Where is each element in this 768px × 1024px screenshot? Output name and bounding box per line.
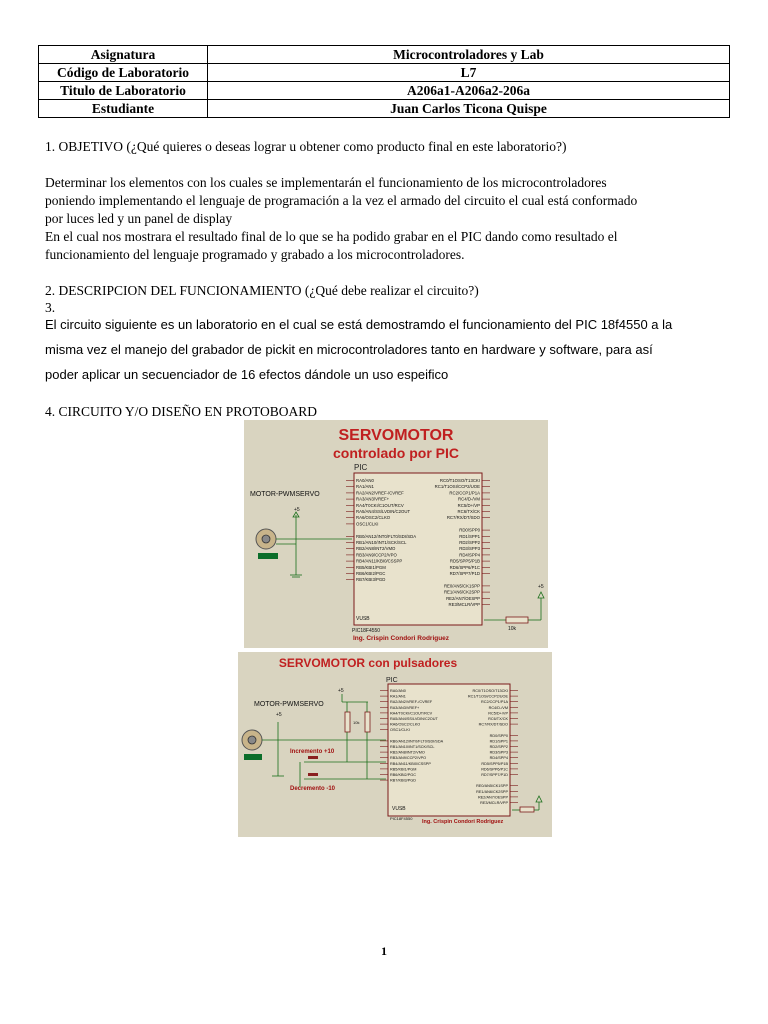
chip-pin-label: RD0/SPP0 bbox=[459, 527, 480, 533]
chip-pin-label: RA4/T0CKI/C1OUT/RCV bbox=[356, 502, 404, 508]
chip-pin-label: RE0/AN5/CK1SPP bbox=[443, 583, 480, 589]
chip-pin-label: RC2/CCP1/P1A bbox=[480, 700, 508, 705]
author-credit: Ing. Crispin Condori Rodriguez bbox=[422, 819, 504, 825]
vusb-pin-label: VUSB bbox=[392, 806, 406, 812]
table-value: Juan Carlos Ticona Quispe bbox=[208, 100, 730, 118]
chip-pin-label: RC4/D-/VM bbox=[458, 496, 480, 502]
vcc-label: +5 bbox=[294, 507, 300, 513]
chip-pin-label: RA6/OSC2/CLKO bbox=[356, 515, 391, 521]
chip-pin-label: RC6/TX/CK bbox=[488, 717, 508, 721]
chip-pin-label: RB4/AN11/KBI0/CSSPP bbox=[356, 558, 403, 564]
chip-pin-label: OSC1/CLKI bbox=[356, 521, 379, 527]
table-key: Titulo de Laboratorio bbox=[39, 82, 208, 100]
chip-pin-label: RB2/AN8/INT2/VMO bbox=[390, 750, 425, 755]
chip-pin-label: RE1/AN6/CK2SPP bbox=[476, 789, 508, 794]
pullup-resistor bbox=[345, 712, 350, 732]
chip-pin-label: RD2/SPP2 bbox=[459, 540, 480, 545]
text-line: funcionamiento del lenguaje programado y grabado a los microcontroladores. bbox=[45, 247, 465, 262]
chip-part-number: PIC18F4550 bbox=[390, 816, 413, 821]
chip-pin-label: RA1/AN1 bbox=[356, 484, 374, 490]
chip-pin-label: RC7/RX/DT/SDO bbox=[446, 515, 480, 521]
chip-pin-label: RA0/AN0 bbox=[390, 689, 406, 693]
table-key: Código de Laboratorio bbox=[39, 64, 208, 82]
servomotor-pic-schematic bbox=[244, 420, 548, 648]
text-line: El circuito siguiente es un laboratorio en el cual se está demostramdo el funcionamiento del PIC 18f4550 a la bbox=[45, 317, 673, 332]
chip-pin-label: RD6/SPP6/P1C bbox=[449, 564, 480, 570]
text-line: por luces led y un panel de display bbox=[45, 211, 233, 226]
chip-pin-label: RD0/SPP0 bbox=[489, 733, 508, 738]
chip-pin-label: RE1/AN6/CK2SPP bbox=[443, 589, 480, 595]
vcc-label-top: +5 bbox=[338, 688, 344, 694]
motor-label: MOTOR-PWMSERVO bbox=[250, 491, 320, 498]
info-table bbox=[38, 45, 730, 118]
servomotor-buttons-schematic bbox=[238, 652, 552, 837]
table-key: Estudiante bbox=[39, 100, 208, 118]
text-line: misma vez el manejo del grabador de pickit en microcontroladores tanto en hardware y software, para así bbox=[45, 342, 653, 357]
chip-pin-label: RB6/KBI2/PGC bbox=[390, 773, 416, 777]
resistor bbox=[520, 807, 534, 812]
table-value: Microcontroladores y Lab bbox=[208, 46, 730, 64]
objective-paragraph bbox=[45, 174, 637, 264]
chip-pin-label: RD5/SPP5/P1B bbox=[481, 761, 508, 766]
chip-pin-label: RC5/D+/VP bbox=[457, 502, 480, 508]
vcc-label-right: +5 bbox=[538, 584, 544, 590]
chip-pin-label: RC5/D+/VP bbox=[488, 711, 508, 716]
chip-pin-label: RC1/T1OSI/CCP2/UOE bbox=[467, 694, 508, 699]
vusb-pin-label: VUSB bbox=[356, 616, 370, 622]
chip-pin-label: RD3/SPP3 bbox=[489, 750, 508, 755]
button-increment-label: Incremento +10 bbox=[290, 749, 335, 755]
table-row bbox=[39, 100, 730, 118]
pic-label: PIC bbox=[354, 463, 368, 472]
text-line: En el cual nos mostrara el resultado final de lo que se ha podido grabar en el PIC dando como resultado el bbox=[45, 229, 618, 244]
chip-pin-label: RA0/AN0 bbox=[356, 478, 374, 483]
chip-pin-label: RD2/SPP2 bbox=[489, 745, 508, 749]
motor-base bbox=[244, 754, 262, 760]
button-decrement-label: Decremento -10 bbox=[290, 786, 336, 792]
text-line: Determinar los elementos con los cuales se implementarán el funcionamiento de los microcontroladores bbox=[45, 175, 607, 190]
chip-pin-label: RB5/KBI1/PGM bbox=[356, 564, 386, 570]
schematic-title: SERVOMOTOR bbox=[338, 427, 454, 444]
chip-pin-label: OSC1/CLKI bbox=[390, 728, 410, 733]
chip-pin-label: RE3/MCLR/VPP bbox=[448, 602, 480, 607]
table-value: L7 bbox=[208, 64, 730, 82]
chip-pin-label: RC7/RX/DT/SDO bbox=[478, 722, 508, 727]
chip-pin-label: RB6/KBI2/PGC bbox=[356, 571, 386, 576]
chip-pin-label: RD4/SPP4 bbox=[489, 756, 508, 761]
text-line: poniendo implementando el lenguaje de programación a la vez el armado del circuito el cual está conformado bbox=[45, 193, 638, 208]
page-number: 1 bbox=[381, 944, 387, 958]
section-circuit-heading: 4. CIRCUITO Y/O DISEÑO EN PROTOBOARD bbox=[45, 404, 318, 419]
table-value: A206a1-A206a2-206a bbox=[208, 82, 730, 100]
vcc-label: +5 bbox=[276, 712, 282, 718]
chip-pin-label: RB3/AN9/CCP2/VPO bbox=[390, 756, 427, 761]
chip-pin-label: RB7/KBI3/PGD bbox=[356, 577, 386, 583]
chip-pin-label: RE3/MCLR/VPP bbox=[480, 801, 508, 805]
chip-pin-label: RC4/D-/VM bbox=[488, 705, 508, 710]
chip-pin-label: RC2/CCP1/P1A bbox=[449, 490, 480, 496]
chip-pin-label: RD3/SPP3 bbox=[459, 546, 480, 552]
chip-pin-label: RD6/SPP6/P1C bbox=[481, 767, 508, 772]
chip-pin-label: RB1/AN10/INT1/SCK/SCL bbox=[390, 745, 435, 749]
chip-pin-label: RA4/T0CKI/C1OUT/RCV bbox=[390, 711, 433, 716]
chip-pin-label: RA2/AN2/VREF-/CVREF bbox=[356, 490, 404, 496]
table-row bbox=[39, 82, 730, 100]
chip-pin-label: RE0/AN5/CK1SPP bbox=[476, 784, 508, 789]
chip-pin-label: RD5/SPP5/P1B bbox=[449, 558, 480, 564]
motor-label: MOTOR-PWMSERVO bbox=[254, 701, 324, 708]
chip-pin-label: RD7/SPP7/P1D bbox=[481, 773, 508, 777]
chip-pin-label: RB1/AN10/INT1/SCK/SCL bbox=[356, 540, 407, 545]
author-credit: Ing. Crispin Condori Rodriguez bbox=[353, 635, 450, 642]
chip-part-number: PIC18F4550 bbox=[352, 628, 381, 634]
pushbutton-icon bbox=[308, 756, 318, 759]
section-objective-heading: 1. OBJETIVO (¿Qué quieres o deseas lograr u obtener como producto final en este laboratorio?) bbox=[45, 139, 567, 154]
table-row bbox=[39, 64, 730, 82]
chip-pin-label: RB5/KBI1/PGM bbox=[390, 767, 417, 772]
section-3-number: 3. bbox=[45, 300, 56, 315]
chip-pin-label: RC0/T1OSO/T13CKI bbox=[472, 689, 508, 693]
pullup-resistor bbox=[365, 712, 370, 732]
motor-base bbox=[258, 553, 278, 559]
chip-pin-label: RC0/T1OSO/T13CKI bbox=[439, 478, 480, 483]
chip-pin-label: RC1/T1OSI/CCP2/UOE bbox=[434, 484, 480, 490]
chip-pin-label: RA5/AN4/SS/LVDIN/C2OUT bbox=[390, 717, 438, 721]
chip-pin-label: RC6/TX/CK bbox=[457, 509, 480, 514]
schematic-subtitle: controlado por PIC bbox=[333, 445, 459, 461]
chip-pin-label: RA3/AN3/VREF+ bbox=[390, 705, 420, 710]
chip-pin-label: RB0/AN12/INT0/FLT0/SDI/SDA bbox=[390, 739, 444, 744]
chip-pin-label: RD1/SPP1 bbox=[459, 533, 480, 539]
chip-pin-label: RE2/AN7/OESPP bbox=[446, 595, 480, 601]
chip-pin-label: RB0/AN12/INT0/FLT0/SDI/SDA bbox=[356, 533, 417, 539]
chip-pin-label: RB4/AN11/KBI0/CSSPP bbox=[390, 761, 431, 766]
resistor bbox=[506, 617, 528, 623]
section-description-heading: 2. DESCRIPCION DEL FUNCIONAMIENTO (¿Qué debe realizar el circuito?) bbox=[45, 283, 479, 298]
schematic-title: SERVOMOTOR con pulsadores bbox=[278, 656, 458, 670]
pushbutton-icon bbox=[308, 773, 318, 776]
resistor-label: 10k bbox=[508, 626, 517, 632]
chip-pin-label: RD4/SPP4 bbox=[459, 552, 480, 558]
table-key: Asignatura bbox=[39, 46, 208, 64]
chip-pin-label: RB3/AN9/CCP2/VPO bbox=[356, 552, 397, 558]
resistor-label: 10k bbox=[353, 720, 360, 725]
chip-pin-label: RD7/SPP7/P1D bbox=[449, 571, 480, 576]
chip-pin-label: RB7/KBI3/PGD bbox=[390, 778, 416, 783]
table-row bbox=[39, 46, 730, 64]
chip-pin-label: RA2/AN2/VREF-/CVREF bbox=[390, 700, 433, 705]
chip-pin-label: RA5/AN4/SS/LVDIN/C2OUT bbox=[356, 509, 411, 514]
description-paragraph bbox=[45, 312, 725, 387]
chip-pin-label: RA1/AN1 bbox=[390, 694, 406, 699]
chip-pin-label: RE2/AN7/OESPP bbox=[478, 795, 508, 800]
chip-pin-label: RA6/OSC2/CLKO bbox=[390, 722, 421, 727]
chip-pin-label: RD1/SPP1 bbox=[489, 739, 508, 744]
chip-pin-label: RA3/AN3/VREF+ bbox=[356, 496, 390, 502]
chip-pin-label: RB2/AN8/INT2/VMO bbox=[356, 546, 396, 552]
pic-label: PIC bbox=[386, 677, 398, 684]
text-line: poder aplicar un secuenciador de 16 efectos dándole un uso espeifico bbox=[45, 367, 449, 382]
